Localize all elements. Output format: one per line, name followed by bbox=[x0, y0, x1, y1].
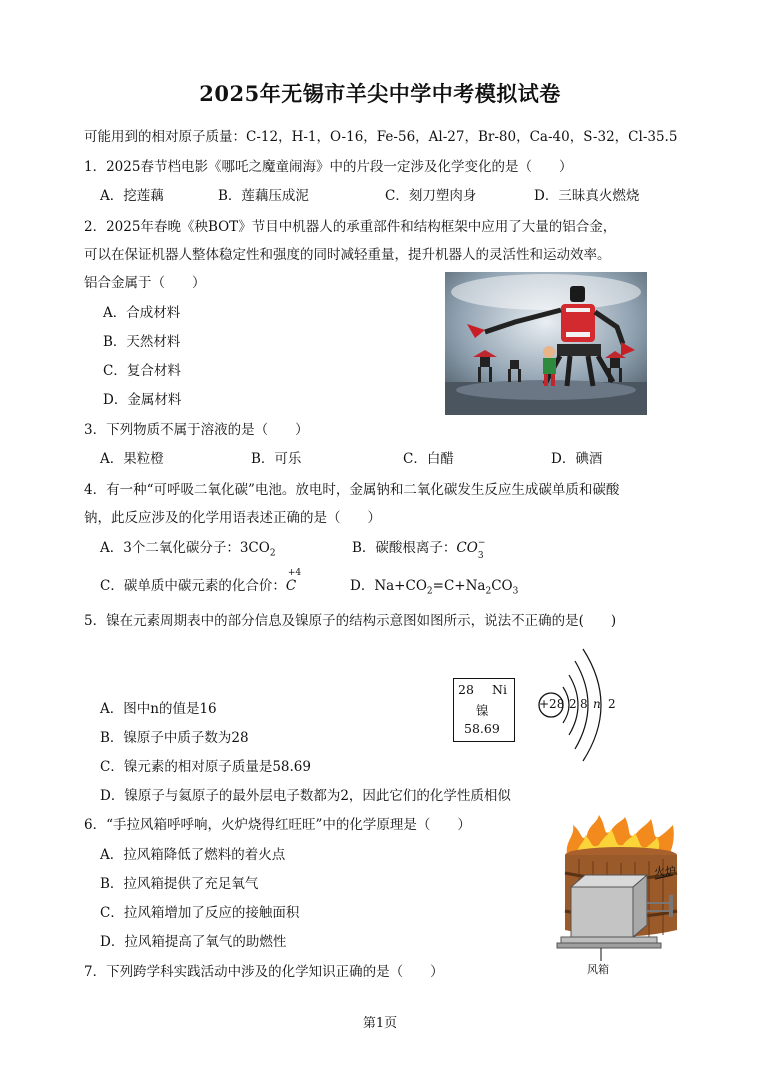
valence-label: +4 bbox=[287, 568, 302, 578]
q6-option-b[interactable]: B．拉风箱提供了充足氧气 bbox=[100, 876, 259, 892]
page-title: 2025年无锡市羊尖中学中考模拟试卷 bbox=[199, 81, 561, 106]
shell-1-count: 2 bbox=[569, 697, 577, 711]
element-symbol: Ni bbox=[492, 682, 507, 697]
q2-line-3: 铝合金属于（ ） bbox=[84, 275, 206, 291]
q2-line-1: 2．2025年春晚《秧BOT》节目中机器人的承重部件和结构框架中应用了大量的铝合金， bbox=[84, 219, 617, 235]
q1-option-a[interactable]: A．挖莲藕 bbox=[100, 188, 164, 204]
shell-2-count: 8 bbox=[580, 697, 588, 711]
robot-photo bbox=[445, 272, 647, 415]
atomic-number: 28 bbox=[458, 682, 474, 697]
nickel-element-card bbox=[453, 678, 515, 742]
q5-option-a[interactable]: A．图中n的值是16 bbox=[100, 701, 217, 717]
q1-option-b[interactable]: B．莲藕压成泥 bbox=[218, 188, 309, 204]
q5-option-c[interactable]: C．镍元素的相对原子质量是58.69 bbox=[100, 759, 311, 775]
q4-line-1: 4．有一种“可呼吸二氧化碳”电池。放电时，金属钠和二氧化碳发生反应生成碳单质和碳酸 bbox=[84, 482, 620, 498]
q4-option-a[interactable]: A．3个二氧化碳分子：$3CO_2$ bbox=[100, 540, 276, 559]
atomic-mass: 58.69 bbox=[464, 721, 500, 736]
q2-option-d[interactable]: D．金属材料 bbox=[103, 392, 182, 408]
shell-4-count: 2 bbox=[608, 697, 616, 711]
q4-option-d[interactable]: D．$Na+CO_2=C+Na_2CO_3$ bbox=[350, 578, 519, 597]
shell-3-count: n bbox=[593, 697, 601, 711]
furnace-bellows-diagram bbox=[555, 815, 690, 977]
q3-stem: 3．下列物质不属于溶液的是（ ） bbox=[84, 422, 309, 438]
q5-option-d[interactable]: D．镍原子与氦原子的最外层电子数都为2，因此它们的化学性质相似 bbox=[100, 788, 511, 804]
q5-option-b[interactable]: B．镍原子中质子数为28 bbox=[100, 730, 249, 746]
q7-stem: 7．下列跨学科实践活动中涉及的化学知识正确的是（ ） bbox=[84, 964, 444, 980]
q3-option-a[interactable]: A．果粒橙 bbox=[100, 451, 164, 467]
q4-option-c[interactable]: C．碳单质中碳元素的化合价： +4 C bbox=[100, 577, 300, 595]
q2-option-a[interactable]: A．合成材料 bbox=[103, 305, 181, 321]
q2-option-b[interactable]: B．天然材料 bbox=[103, 334, 181, 350]
q2-option-c[interactable]: C．复合材料 bbox=[103, 363, 181, 379]
atom-structure-diagram bbox=[525, 645, 635, 765]
atomic-masses: 可能用到的相对原子质量：C-12，H-1，O-16，Fe-56，Al-27，Br-80，Ca-40，S-32，Cl-35.5 bbox=[84, 129, 678, 145]
q4-option-b[interactable]: B．碳酸根离子：CO − 3 bbox=[352, 538, 486, 561]
q3-option-c[interactable]: C．白醋 bbox=[403, 451, 454, 467]
q5-stem: 5．镍在元素周期表中的部分信息及镍原子的结构示意图如图所示，说法不正确的是( ) bbox=[84, 613, 617, 629]
q1-stem: 1．2025春节档电影《哪吒之魔童闹海》中的片段一定涉及化学变化的是（ ） bbox=[84, 159, 573, 175]
element-name: 镍 bbox=[476, 703, 489, 718]
q1-option-d[interactable]: D．三昧真火燃烧 bbox=[534, 188, 640, 204]
q6-option-d[interactable]: D．拉风箱提高了氧气的助燃性 bbox=[100, 934, 287, 950]
page-number: 第1页 bbox=[362, 1016, 398, 1031]
q6-stem: 6．“手拉风箱呼呼响，火炉烧得红旺旺”中的化学原理是（ ） bbox=[84, 817, 471, 833]
q3-option-d[interactable]: D．碘酒 bbox=[551, 451, 603, 467]
bellows-label: 风箱 bbox=[587, 963, 609, 976]
nucleus-charge: +28 bbox=[539, 697, 565, 711]
q6-option-a[interactable]: A．拉风箱降低了燃料的着火点 bbox=[100, 847, 286, 863]
q1-option-c[interactable]: C．刻刀塑肉身 bbox=[385, 188, 477, 204]
q2-line-2: 可以在保证机器人整体稳定性和强度的同时减轻重量，提升机器人的灵活性和运动效率。 bbox=[84, 247, 611, 263]
q6-option-c[interactable]: C．拉风箱增加了反应的接触面积 bbox=[100, 905, 300, 921]
q4-line-2: 钠，此反应涉及的化学用语表述正确的是（ ） bbox=[84, 510, 381, 526]
furnace-label: 火炉 bbox=[654, 865, 676, 878]
q3-option-b[interactable]: B．可乐 bbox=[251, 451, 302, 467]
